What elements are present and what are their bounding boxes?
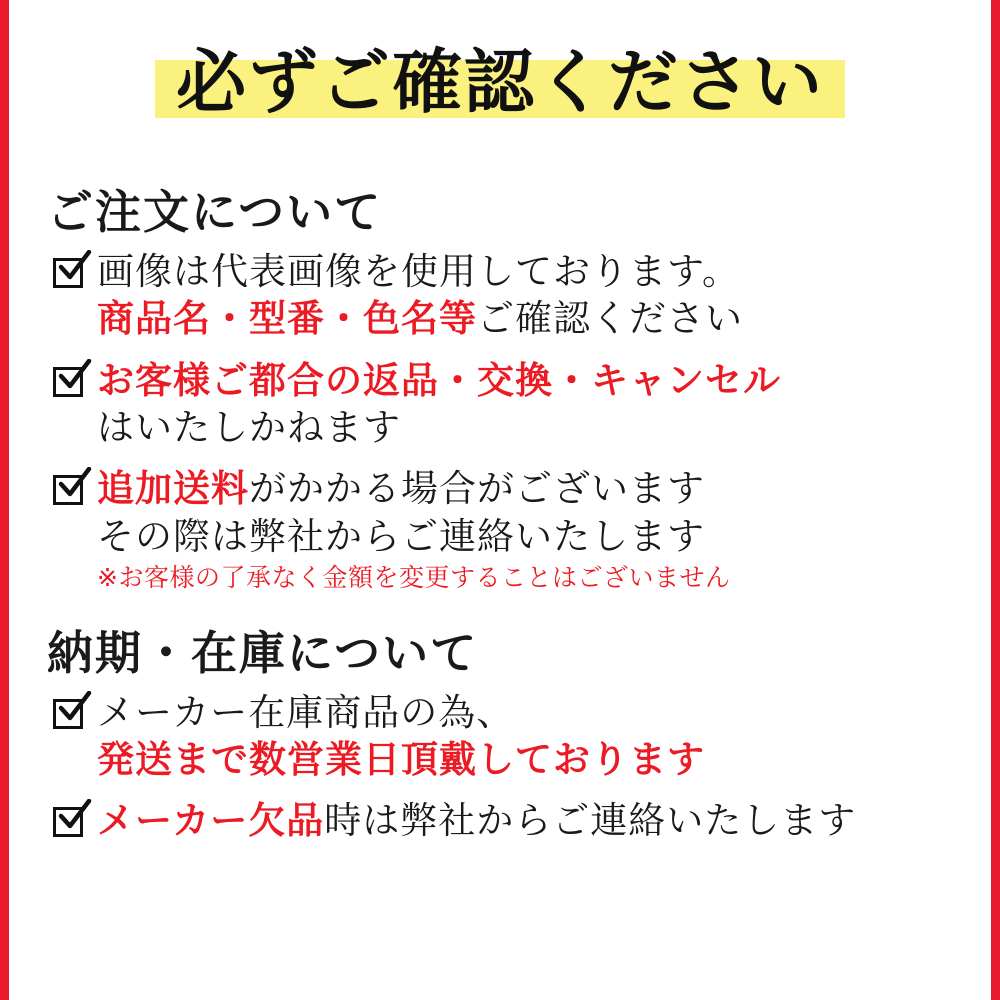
checkbox-checked-icon: [51, 471, 91, 511]
list-item-line: お客様ご都合の返品・交換・キャンセル: [97, 358, 781, 402]
section-heading-orders: ご注文について: [47, 185, 383, 239]
checkbox-checked-icon: [51, 363, 91, 403]
list-item-line: 画像は代表画像を使用しております。: [97, 250, 741, 293]
plain-text: 時は弊社からご連絡いたします: [324, 799, 857, 843]
list-item-line: [97, 465, 963, 512]
list-item: [51, 465, 963, 594]
list-item-line: [97, 797, 963, 844]
list-item-line: その際は弊社からご連絡いたします: [97, 514, 705, 558]
list-item-line: [97, 295, 963, 342]
list-item-note: ※お客様の了承なく金額を変更することはございません: [97, 563, 731, 593]
emphasis-text: 追加送料: [97, 467, 249, 511]
list-item: [51, 797, 963, 844]
list-item-line: 発送まで数営業日頂戴しております: [97, 738, 705, 782]
list-item: [51, 248, 963, 343]
list-item-line: メーカー在庫商品の為、: [97, 690, 515, 734]
list-item-text: [97, 357, 963, 452]
list-item: [51, 357, 963, 452]
page-inner: [9, 0, 991, 1000]
section-heading-delivery: 納期・在庫について: [47, 625, 479, 680]
plain-text: がかかる場合がございます: [249, 467, 705, 511]
list-item-text: [97, 465, 963, 594]
page-title-block: [37, 34, 963, 130]
list-item-text: [97, 248, 963, 343]
list-item: [51, 689, 963, 784]
checkbox-checked-icon: [51, 695, 91, 735]
emphasis-text: メーカー欠品: [97, 799, 325, 843]
checkbox-checked-icon: [51, 254, 91, 294]
list-item-line: はいたしかねます: [97, 406, 401, 450]
list-item-text: [97, 689, 963, 784]
emphasis-text: 商品名・型番・色名等: [97, 297, 477, 341]
list-item-text: [97, 797, 963, 844]
checkbox-checked-icon: [51, 803, 91, 843]
page-title: 必ずご確認ください: [176, 41, 824, 123]
plain-text: ご確認ください: [477, 297, 743, 341]
